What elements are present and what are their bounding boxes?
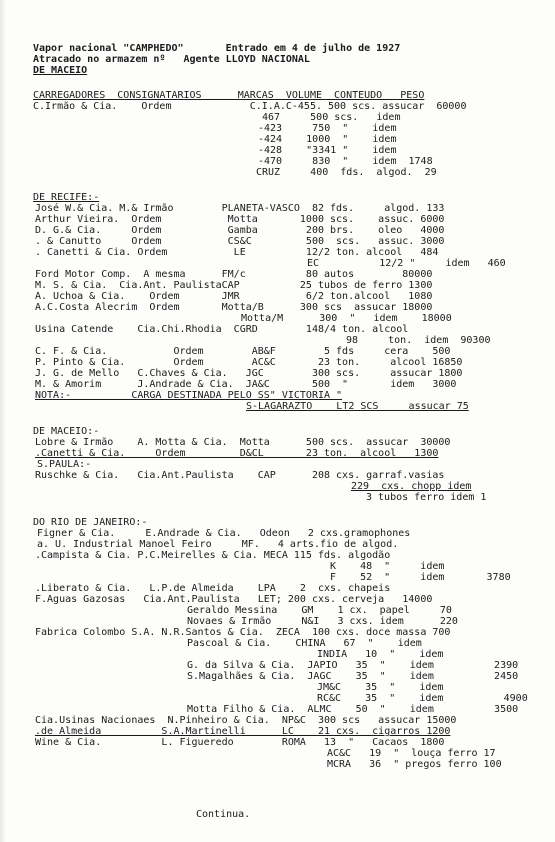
manifest-line: Motta Filho & Cia. ALMC 50 " idem 3500 [187,704,519,715]
manifest-line: G. da Silva & Cia. JAPIO 35 " idem 2390 [187,660,519,671]
manifest-line: J. G. de Mello C.Chaves & Cia. JGC 300 scs. assucar 1800 [35,368,463,379]
manifest-line: DE MACEIO [33,65,88,76]
manifest-line: F 52 " idem 3780 [330,572,511,583]
manifest-line: DO RIO DE JANEIRO:- [33,517,148,528]
manifest-line: .Liberato & Cia. L.P.de Almeida LPA 2 cxs. chapeis [35,583,409,594]
manifest-line: F.Aguas Gazosas Cia.Ant.Paulista LET; 200 cxs. cerveja 14000 [35,594,433,605]
manifest-line: P. Pinto & Cia. Ordem AC&C 23 ton. alcool 16850 [35,357,463,368]
manifest-line: CRUZ 400 fds. algod. 29 [256,167,437,178]
manifest-line: S.Magalhães & Cia. JAGC 35 " idem 2450 [187,671,519,682]
manifest-line: .de Almeida S.A.Martinelli LC 21 cxs. cigarros 1200 [35,726,451,737]
manifest-line: -470 830 " idem 1748 [258,156,433,167]
manifest-line: EC 12/2 " idem 460 [307,258,506,269]
manifest-line: S.PAULA:- [37,459,92,470]
continua-footer: Continua. [196,809,251,820]
manifest-line: M. & Amorim J.Andrade & Cia. JA&C 500 " idem 3000 [35,379,457,390]
manifest-line: RC&C 35 " idem 4900 [317,693,528,704]
manifest-line: Pascoal & Cia. CHINA 67 " idem [187,638,422,649]
manifest-line: MCRA 36 " pregos ferro 100 [327,759,502,770]
manifest-line: -428 "3341 " idem [258,145,397,156]
manifest-line: Arthur Vieira. Ordem Motta 1000 scs. assuc. 6000 [35,214,445,225]
manifest-line: AC&C 19 " louça ferro 17 [327,748,496,759]
manifest-line: -423 750 " idem [258,123,397,134]
manifest-line: C. F. & Cia. Ordem AB&F 5 fds cera 500 [35,346,451,357]
manifest-line: A.C.Costa Alecrim Ordem Motta/B 300 scs assucar 18000 [35,302,433,313]
manifest-line: .Canetti & Cia. Ordem D&CL 23 ton. alcool 1300 [35,448,439,459]
manifest-line: Fabrica Colombo S.A. N.R.Santos & Cia. ZECA 100 cxs. doce massa 700 [35,627,451,638]
manifest-line: DE RECIFE:- [33,192,100,203]
manifest-line: Vapor nacional "CAMPHEDO" Entrado em 4 de julho de 1927 [33,43,401,54]
manifest-line: Ford Motor Comp. A mesma FM/c 80 autos 80000 [35,269,433,280]
manifest-line: Usina Catende Cia.Chi.Rhodia CGRD 148/4 ton. alcool [35,324,409,335]
manifest-line: 467 500 scs. idem [262,112,401,123]
manifest-line: .Campista & Cia. P.C.Meirelles & Cia. MECA 115 fds. algodão [35,550,391,561]
manifest-line: D. G.& Cia. Ordem Gamba 200 brs. oleo 4000 [35,225,445,236]
manifest-line: C.Irmão & Cia. Ordem C.I.A.C-455. 500 scs. assucar 60000 [33,101,467,112]
manifest-line: . Canetti & Cia. Ordem LE 12/2 ton. alcool 484 [35,247,439,258]
manifest-line: JM&C 35 " idem [317,682,444,693]
manifest-line: M. S. & Cia. Cia.Ant. PaulistaCAP 25 tubos de ferro 1300 [35,280,433,291]
manifest-line: A. Uchoa & Cia. Ordem JMR 6/2 ton.alcool 1080 [35,291,433,302]
manifest-line: Geraldo Messina GM 1 cx. papel 70 [187,605,452,616]
manifest-line: José W.& Cia. M.& Irmão PLANETA-VASCO 82 fds. algod. 133 [35,203,445,214]
manifest-line: Ruschke & Cia. Cia.Ant.Paulista CAP 208 cxs. garraf.vasias [35,470,445,481]
manifest-line: Atracado no armazem nº Agente LLOYD NACIONAL [33,54,310,65]
manifest-line: a. U. Industrial Manoel Feiro MF. 4 arts.fio de algod. [37,539,399,550]
manifest-line: -424 1000 " idem [258,134,397,145]
manifest-line: CARREGADORES CONSIGNATARIOS MARCAS VOLUME CONTEUDO PESO [33,90,425,101]
manifest-line: Lobre & Irmão A. Motta & Cia. Motta 500 scs. assucar 30000 [35,437,451,448]
manifest-line: S-LAGARAZTO LT2 SCS assucar 75 [246,401,469,412]
manifest-line: Novaes & Irmão N&I 3 cxs. idem 220 [187,616,458,627]
manifest-line: Wine & Cia. L. Figueredo ROMA 13 " Cacaos 1800 [35,737,445,748]
manifest-line: Motta/M 300 " idem 18000 [241,313,452,324]
manifest-line: INDIA 10 " idem [317,649,444,660]
manifest-line: 98 ton. idem 90300 [346,335,491,346]
manifest-line: 3 tubos ferro idem 1 [366,492,487,503]
manifest-line: K 48 " idem [330,561,445,572]
manifest-line: DE MACEIO:- [33,426,100,437]
manifest-line: Figner & Cia. E.Andrade & Cia. Odeon 2 cxs.gramophones [37,528,411,539]
manifest-line: NOTA:- CARGA DESTINADA PELO SS" VICTORIA " [35,390,343,401]
manifest-line: Cia.Usinas Nacionaes N.Pinheiro & Cia. NP&C 300 scs assucar 15000 [35,715,457,726]
manifest-line: . & Canutto Ordem CS&C 500 scs. assuc. 3000 [35,236,445,247]
scan-edge-shadow [0,0,6,842]
manifest-line: 229 cxs. chopp idem [351,481,472,492]
